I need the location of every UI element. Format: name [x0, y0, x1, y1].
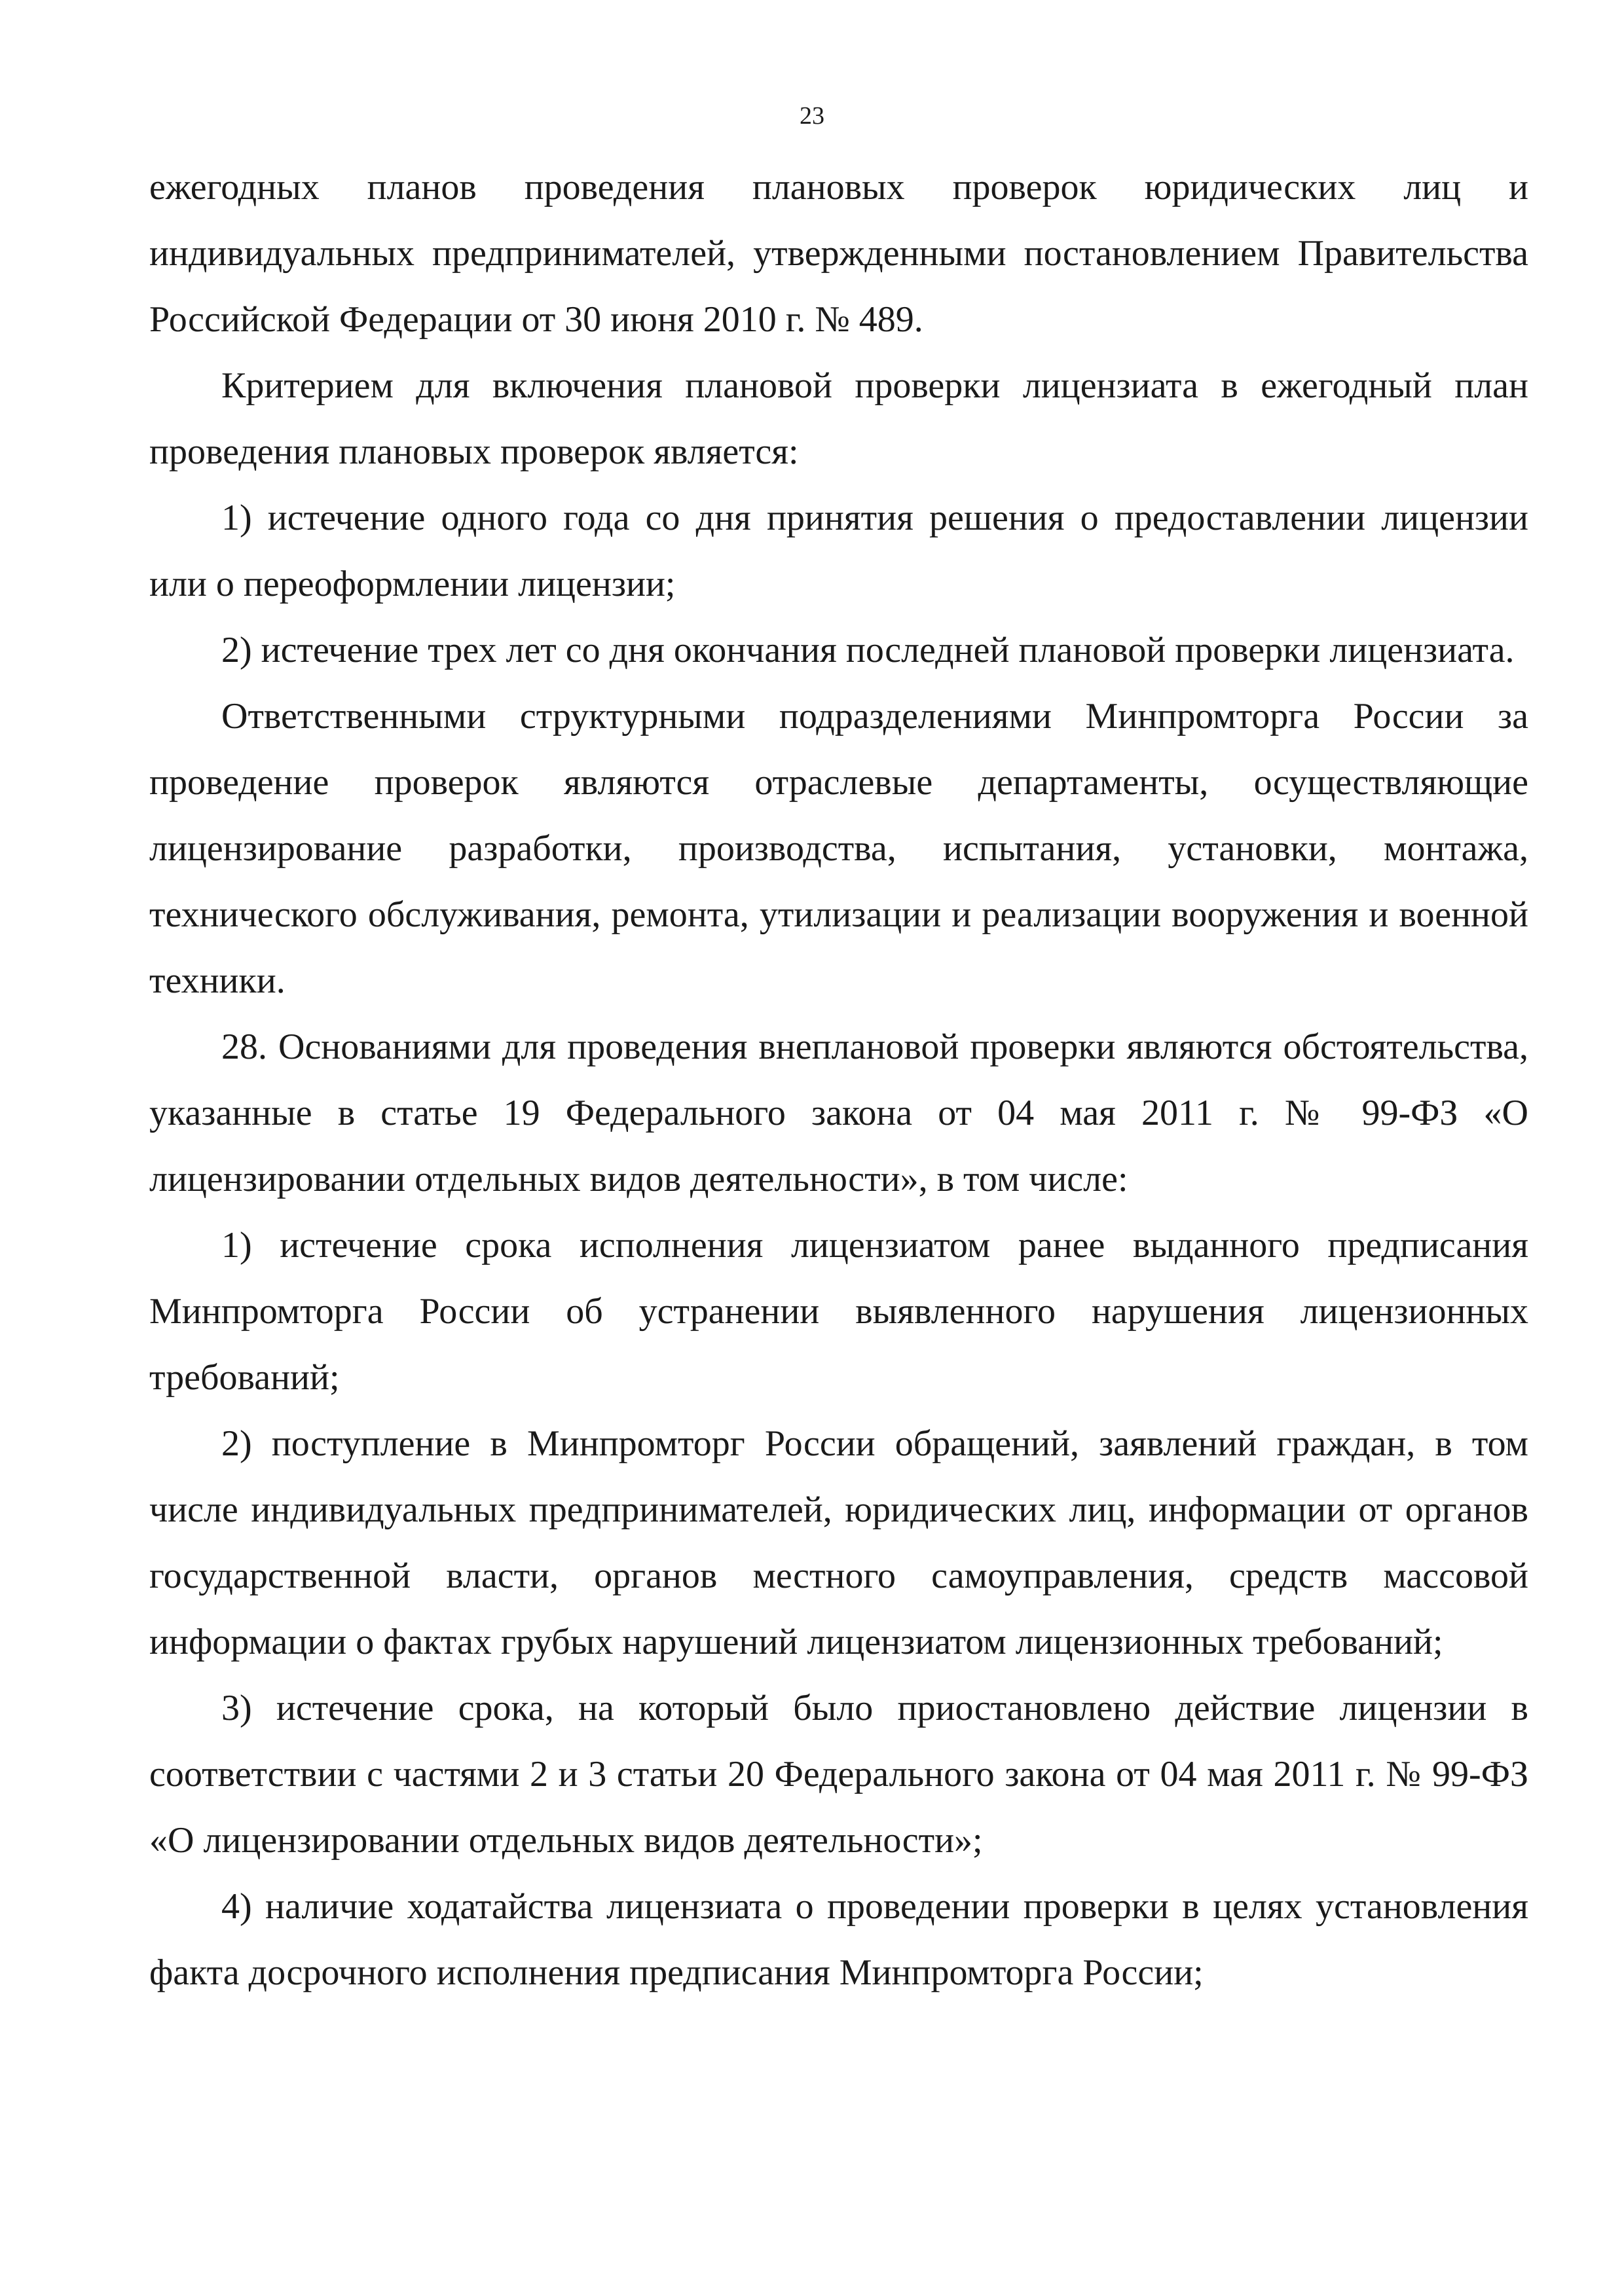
page-number: 23 — [800, 102, 824, 130]
paragraph-6: 28. Основаниями для проведения внеплановой проверки являются обстоятельства, указанные в статье 19 Федерального закона от 04 мая 2011 г. № 99-ФЗ «О лицензировании отдельных видов деятельности», в том числе: — [149, 1027, 1528, 1199]
paragraph-3: 1) истечение одного года со дня принятия решения о предоставлении лицензии или о переоформлении лицензии; — [149, 498, 1528, 604]
paragraph-8: 2) поступление в Минпромторг России обращений, заявлений граждан, в том числе индивидуальных предпринимателей, юридических лиц, информации от органов государственной власти, органов местного самоуправления, средств массовой информации о фактах грубых нарушений лицензиатом лицензионных требований; — [149, 1423, 1528, 1662]
paragraph-10: 4) наличие ходатайства лицензиата о проведении проверки в целях установления факта досрочного исполнения предписания Минпромторга России; — [149, 1886, 1528, 1993]
document-body — [149, 155, 1528, 2006]
paragraph-9: 3) истечение срока, на который было приостановлено действие лицензии в соответствии с частями 2 и 3 статьи 20 Федерального закона от 04 мая 2011 г. № 99-ФЗ «О лицензировании отдельных видов деятельности»; — [149, 1688, 1528, 1861]
paragraph-4: 2) истечение трех лет со дня окончания последней плановой проверки лицензиата. — [221, 630, 1515, 670]
paragraph-7: 1) истечение срока исполнения лицензиатом ранее выданного предписания Минпромторга России об устранении выявленного нарушения лицензионных требований; — [149, 1225, 1528, 1398]
paragraph-1: ежегодных планов проведения плановых проверок юридических лиц и индивидуальных предпринимателей, утвержденными постановлением Правительства Российской Федерации от 30 июня 2010 г. № 489. — [149, 167, 1528, 340]
paragraph-2: Критерием для включения плановой проверки лицензиата в ежегодный план проведения плановых проверок является: — [149, 365, 1528, 472]
paragraph-5: Ответственными структурными подразделениями Минпромторга России за проведение проверок являются отраслевые департаменты, осуществляющие лицензирование разработки, производства, испытания, установки, монтажа, технического обслуживания, ремонта, утилизации и реализации вооружения и военной техники. — [149, 696, 1528, 1001]
